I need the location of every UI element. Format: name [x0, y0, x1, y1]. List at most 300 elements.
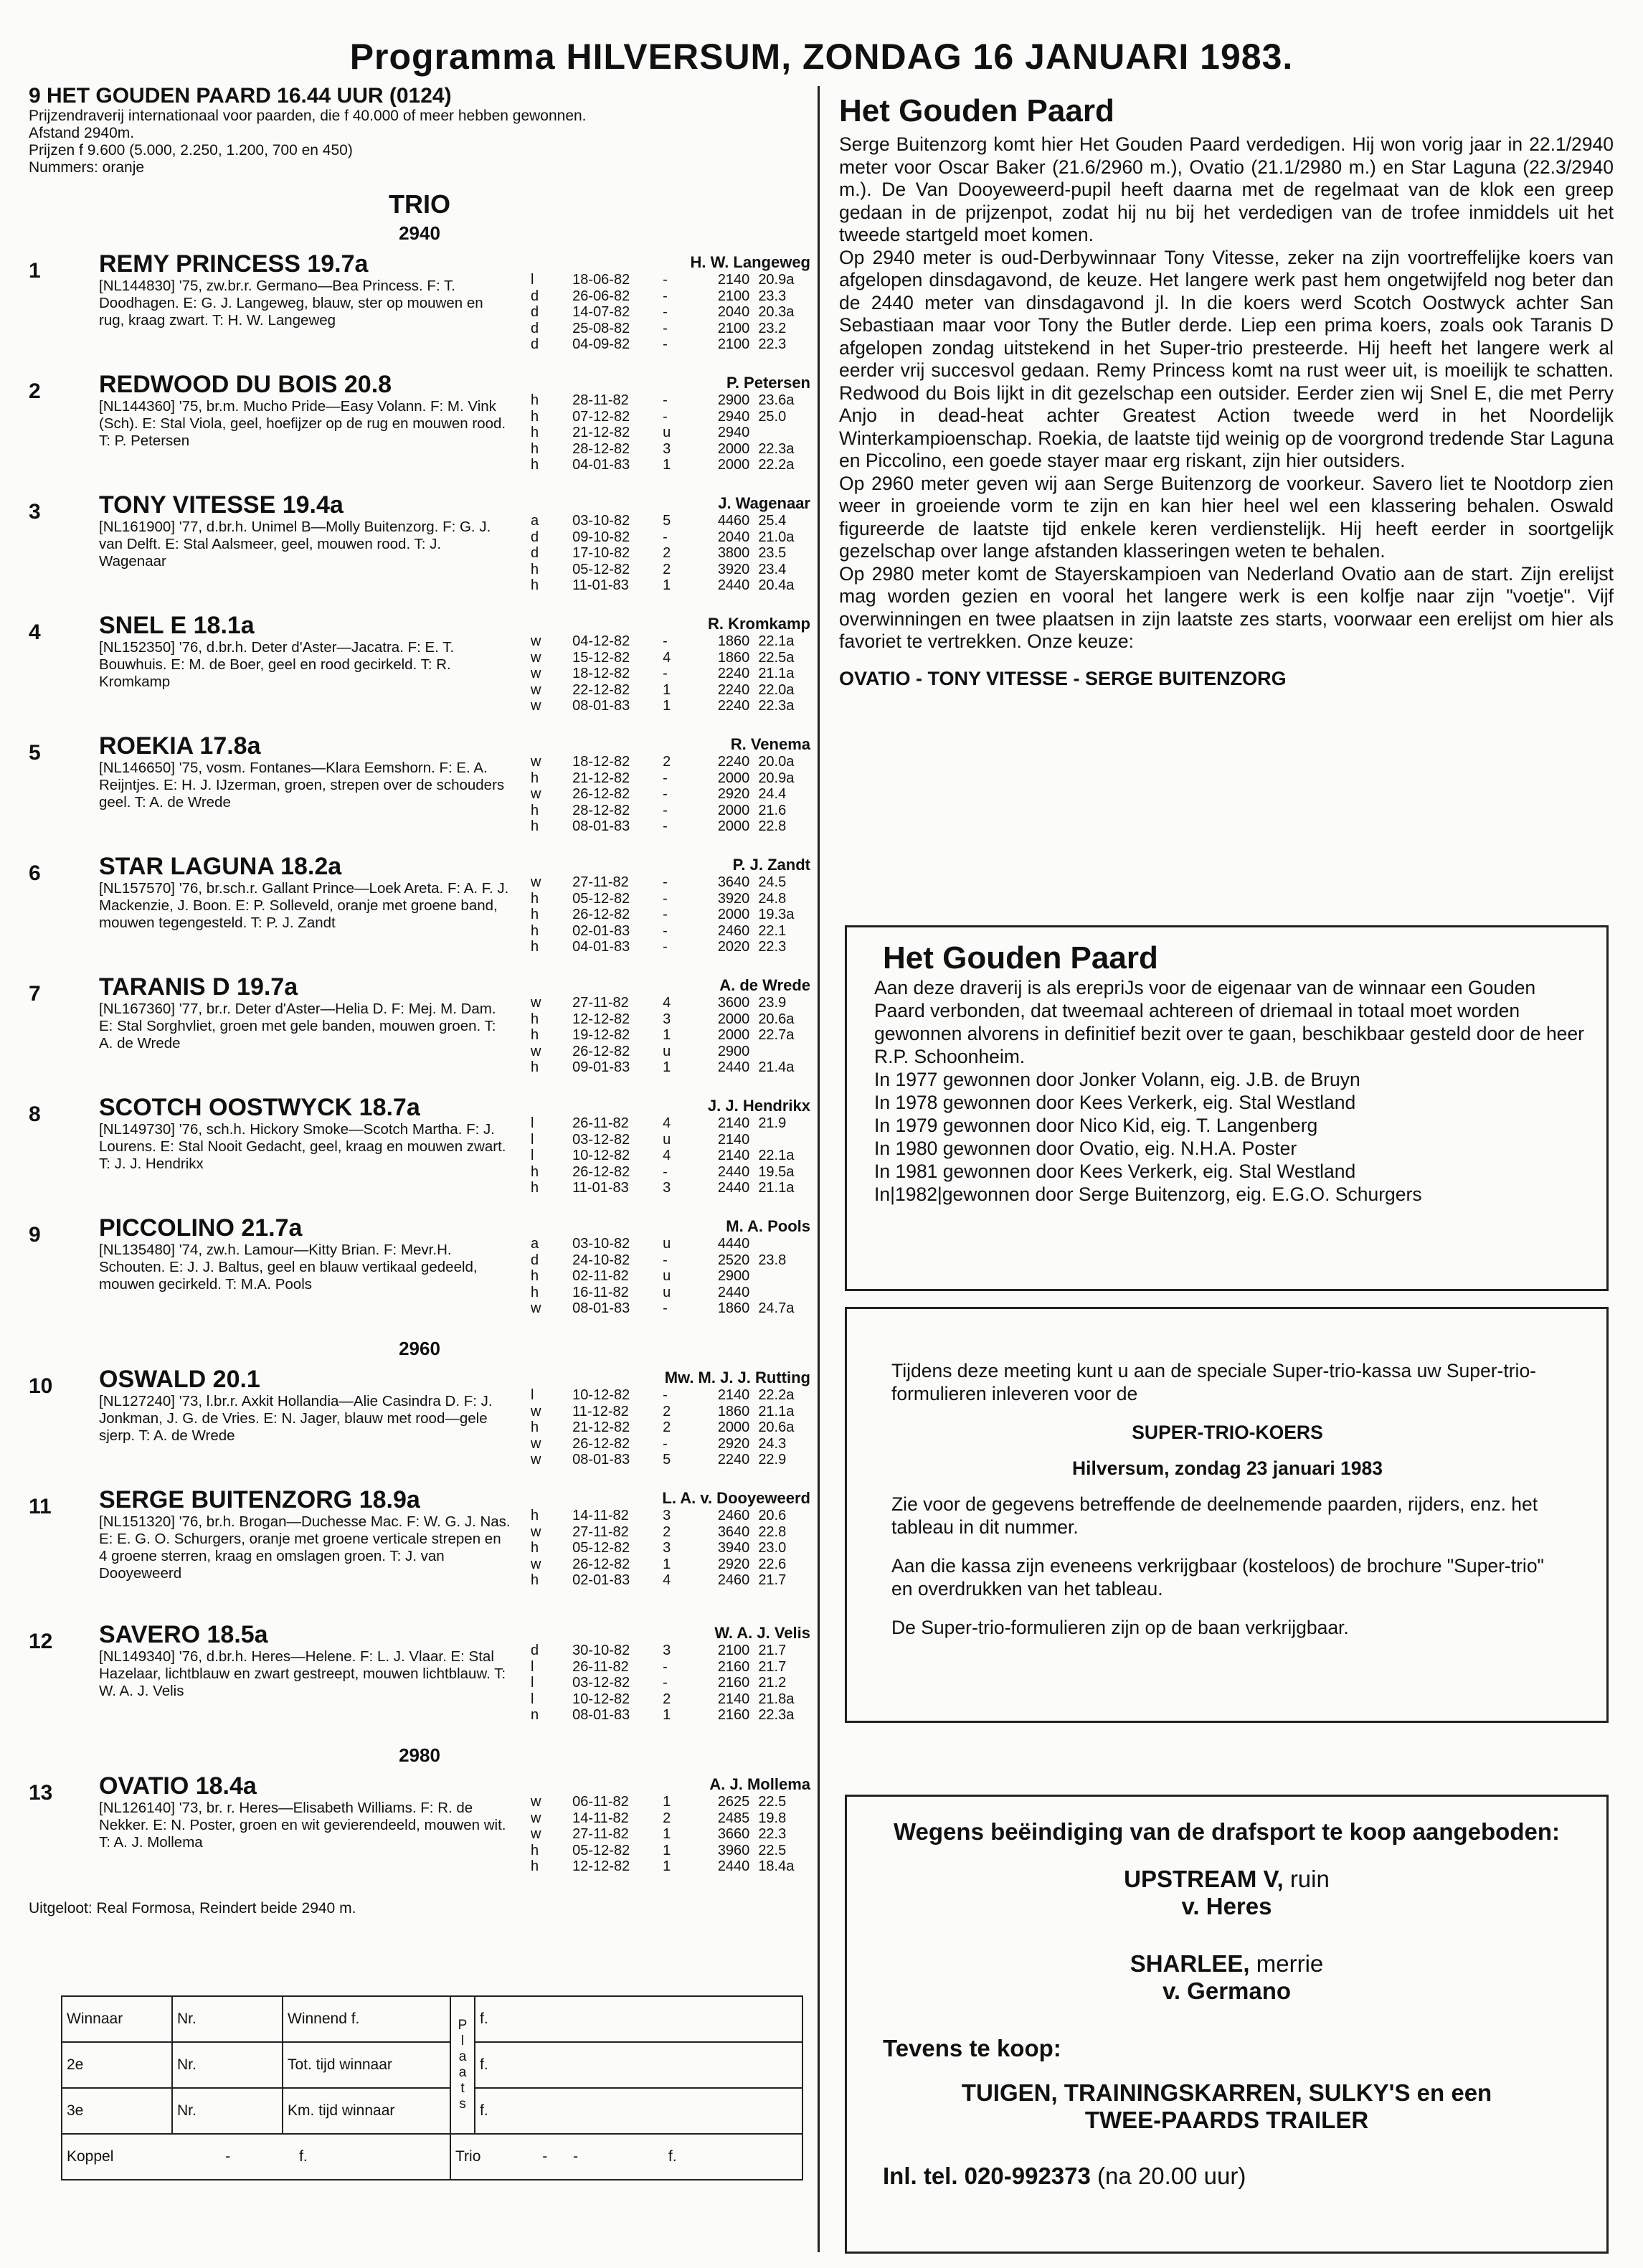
horse-name: OVATIO 18.4a [99, 1772, 257, 1800]
run-place: - [663, 272, 668, 288]
run-row [531, 923, 810, 940]
run-kmtime: 20.4a [758, 577, 795, 593]
race-program [29, 85, 810, 1917]
run-row [531, 1794, 810, 1810]
driver-name: Mw. M. J. J. Rutting [664, 1369, 810, 1386]
run-date: 26-11-82 [572, 1658, 629, 1675]
run-row [531, 577, 810, 594]
run-place: - [663, 786, 668, 802]
run-row [531, 1132, 810, 1148]
trophy-winners [874, 1068, 1589, 1206]
run-place: - [663, 408, 668, 425]
horse-name: REDWOOD DU BOIS 20.8 [99, 371, 392, 398]
horse-entry [29, 1772, 810, 1893]
run-date: 02-11-82 [572, 1268, 629, 1284]
run-place: 1 [663, 681, 671, 698]
run-kmtime: 22.3 [758, 336, 787, 352]
run-row [531, 288, 810, 305]
trophy-winner: In|1982|gewonnen door Serge Buitenzorg, eig. E.G.O. Schurgers [874, 1183, 1422, 1205]
entry-number: 12 [29, 1630, 53, 1653]
run-track: h [531, 1027, 539, 1043]
run-row [531, 1044, 810, 1060]
run-track: h [531, 1163, 539, 1180]
run-date: 11-01-83 [572, 1180, 629, 1196]
run-row [531, 907, 810, 923]
run-distance: 2460 [717, 1508, 750, 1523]
ad-horse-2-sire: v. Germano [1162, 1978, 1292, 2004]
article-title: Het Gouden Paard [839, 93, 1114, 128]
run-date: 26-11-82 [572, 1115, 629, 1131]
run-place: 2 [663, 754, 671, 770]
run-place: 2 [663, 1810, 671, 1826]
run-row [531, 1540, 810, 1556]
run-distance: 2160 [717, 1658, 750, 1675]
run-row [531, 1675, 810, 1691]
run-place: - [663, 1675, 668, 1691]
run-kmtime: 22.1a [758, 1148, 795, 1163]
run-distance: 2020 [717, 939, 750, 955]
run-date: 07-12-82 [572, 408, 630, 425]
run-kmtime: 23.9 [758, 995, 787, 1011]
run-distance: 2440 [717, 1858, 750, 1874]
run-distance: 2100 [717, 288, 750, 304]
run-row [531, 1419, 810, 1436]
run-place: 3 [663, 440, 671, 457]
entry-number: 5 [29, 741, 41, 765]
run-date: 28-12-82 [572, 802, 630, 818]
run-track: h [531, 408, 539, 425]
run-distance: 2140 [717, 1115, 750, 1131]
run-date: 25-08-82 [572, 320, 630, 336]
run-date: 16-11-82 [572, 1284, 629, 1300]
run-date: 27-11-82 [572, 1523, 629, 1540]
race-prizes: Prijzen f 9.600 (5.000, 2.250, 1.200, 700 en 450) [29, 142, 353, 159]
run-distance: 3640 [717, 874, 750, 890]
run-date: 26-12-82 [572, 786, 630, 802]
trophy-box [845, 925, 1609, 1291]
run-kmtime: 20.3a [758, 304, 795, 320]
run-distance: 2040 [717, 304, 750, 320]
run-date: 12-12-82 [572, 1858, 630, 1874]
run-row [531, 457, 810, 473]
run-row [531, 1285, 810, 1301]
run-place: 3 [663, 1508, 671, 1523]
run-place: 3 [663, 1643, 671, 1658]
recent-runs [531, 1794, 810, 1875]
run-track: l [531, 1675, 534, 1691]
run-kmtime [749, 1268, 810, 1285]
bet-label-nr: Nr. [172, 2042, 283, 2088]
recent-runs [531, 633, 810, 714]
run-row [531, 304, 810, 321]
run-kmtime: 23.6a [758, 392, 795, 408]
run-kmtime: 19.8 [758, 1810, 787, 1826]
run-date: 28-11-82 [572, 392, 629, 408]
run-date: 18-12-82 [572, 754, 630, 770]
run-place: 1 [663, 1858, 671, 1874]
run-place: - [663, 392, 668, 408]
run-track: d [531, 1252, 539, 1268]
run-date: 26-12-82 [572, 1435, 630, 1452]
bet-label-trio: Trio [455, 2148, 481, 2165]
run-track: d [531, 1643, 539, 1658]
recent-runs [531, 272, 810, 353]
ad-also: Tevens te koop: [883, 2035, 1061, 2061]
horse-description: [NL135480] '74, zw.h. Lamour—Kitty Brian. F: Mevr.H. Schouten. E: J. J. Baltus, geel en blauw vertikaal gedeeld, mouwen gecirkeld. T: M.A. Pools [99, 1242, 478, 1293]
trophy-winner: In 1981 gewonnen door Kees Verkerk, eig. Stal Westland [874, 1161, 1356, 1182]
run-distance: 1860 [717, 633, 750, 649]
run-kmtime: 21.0a [758, 529, 795, 545]
run-track: d [531, 288, 539, 304]
run-kmtime: 18.4a [758, 1858, 795, 1874]
run-track: d [531, 336, 539, 352]
run-date: 18-06-82 [572, 272, 630, 288]
run-distance: 2000 [717, 457, 750, 473]
run-date: 02-01-83 [572, 1572, 630, 1588]
run-row [531, 786, 810, 803]
run-row [531, 529, 810, 546]
run-place: - [663, 939, 668, 955]
ad-horse-2 [883, 1950, 1571, 1978]
run-distance: 2000 [717, 907, 750, 922]
run-kmtime: 21.7 [758, 1572, 787, 1588]
run-track: w [531, 649, 541, 666]
run-distance: 2240 [717, 1452, 750, 1468]
run-distance: 2100 [717, 1643, 750, 1658]
run-distance: 3660 [717, 1826, 750, 1842]
run-place: - [663, 818, 668, 834]
bet-label-f: f. [475, 2042, 802, 2088]
run-track: w [531, 1403, 541, 1419]
run-place: - [663, 874, 668, 890]
entry-number: 6 [29, 861, 41, 885]
run-date: 26-12-82 [572, 1556, 630, 1572]
run-kmtime: 22.6 [758, 1556, 787, 1572]
run-place: - [663, 907, 668, 922]
run-distance: 2000 [717, 770, 750, 786]
run-distance: 3640 [717, 1523, 750, 1540]
ad-horse-1-sire: v. Heres [1181, 1893, 1272, 1919]
run-track: w [531, 633, 541, 649]
run-date: 26-12-82 [572, 1043, 630, 1059]
run-date: 08-01-83 [572, 1300, 630, 1316]
run-track: h [531, 1284, 539, 1300]
run-row [531, 1252, 810, 1269]
bet-dash: - [542, 2148, 548, 2165]
run-distance: 2520 [717, 1252, 750, 1268]
run-track: d [531, 529, 539, 545]
run-track: h [531, 1419, 539, 1435]
run-date: 05-12-82 [572, 561, 630, 577]
run-place: - [663, 1163, 668, 1180]
run-kmtime: 21.1a [758, 666, 795, 681]
run-distance: 2000 [717, 1027, 750, 1043]
run-kmtime: 21.7 [758, 1658, 787, 1675]
distance-heading: 2960 [399, 1338, 440, 1359]
horse-entry [29, 491, 810, 612]
article-paragraph: Op 2960 meter geven wij aan Serge Buitenzorg de voorkeur. Savero liet te Nootdorp zien weer in groeiende vorm te zijn en kan hier heel wel een klassering behalen. Oswald figureerde de laatste tijd enkele keren verdienstelijk. Hij heeft eerder in soortgelijk gezelschap over lange afstanden klasseringen weten te behalen. [839, 472, 1614, 562]
run-row [531, 1643, 810, 1659]
horse-name: SAVERO 18.5a [99, 1621, 268, 1648]
run-kmtime: 22.2a [758, 1387, 795, 1403]
run-kmtime: 22.1 [758, 922, 787, 939]
run-place: 1 [663, 457, 671, 473]
run-place: - [663, 529, 668, 545]
entry-number: 11 [29, 1495, 52, 1518]
run-distance: 2920 [717, 1435, 750, 1452]
run-kmtime: 22.3a [758, 698, 795, 714]
bet-label-second: 2e [62, 2042, 172, 2088]
run-track: d [531, 304, 539, 320]
run-kmtime: 22.9 [758, 1452, 787, 1468]
run-date: 03-12-82 [572, 1131, 630, 1148]
horse-entry [29, 1366, 810, 1486]
run-kmtime: 22.5 [758, 1794, 787, 1810]
horse-name: SERGE BUITENZORG 18.9a [99, 1486, 420, 1513]
run-distance: 2440 [717, 1163, 750, 1180]
run-date: 04-09-82 [572, 336, 630, 352]
horse-entry [29, 973, 810, 1094]
run-row [531, 1180, 810, 1196]
run-row [531, 1236, 810, 1252]
horse-entry [29, 1094, 810, 1214]
run-place: - [663, 633, 668, 649]
entry-number: 8 [29, 1102, 41, 1126]
run-track: h [531, 1858, 539, 1874]
run-distance: 2900 [717, 1043, 750, 1059]
run-distance: 2625 [717, 1794, 750, 1810]
run-place: u [663, 1236, 671, 1252]
run-row [531, 874, 810, 891]
run-kmtime: 21.8a [758, 1691, 795, 1707]
trophy-winner: In 1977 gewonnen door Jonker Volann, eig. J.B. de Bruyn [874, 1069, 1360, 1090]
run-distance: 2920 [717, 786, 750, 802]
run-kmtime: 21.1a [758, 1180, 795, 1196]
run-track: h [531, 939, 539, 955]
supertrio-date: Hilversum, zondag 23 januari 1983 [1071, 1457, 1383, 1479]
run-distance: 1860 [717, 1300, 750, 1316]
horse-description: [NL149730] '76, sch.h. Hickory Smoke—Scotch Martha. F: J. Lourens. E: Stal Nooit Gedacht, geel, kraag en mouwen zwart. T: J. J. Hendrikx [99, 1121, 506, 1172]
run-date: 24-10-82 [572, 1252, 630, 1268]
run-track: h [531, 1842, 539, 1858]
entry-groups [29, 222, 810, 1893]
run-track: w [531, 1523, 541, 1540]
ad-phone: Inl. tel. 020-992373 [883, 2163, 1091, 2189]
run-distance: 2000 [717, 1011, 750, 1027]
run-kmtime: 22.8 [758, 1523, 787, 1540]
horse-name: TARANIS D 19.7a [99, 973, 298, 1001]
recent-runs [531, 1643, 810, 1724]
run-date: 04-01-83 [572, 939, 630, 955]
driver-name: J. Wagenaar [718, 494, 810, 512]
run-date: 05-12-82 [572, 1842, 630, 1858]
run-kmtime: 19.3a [758, 907, 795, 922]
run-kmtime: 22.3a [758, 440, 795, 457]
run-row [531, 1843, 810, 1859]
run-row [531, 1858, 810, 1875]
run-date: 26-06-82 [572, 288, 630, 304]
horse-name: OSWALD 20.1 [99, 1366, 260, 1393]
bet-label-winnend: Winnend f. [283, 1996, 450, 2042]
run-distance: 2000 [717, 802, 750, 818]
run-distance: 2140 [717, 1691, 750, 1707]
horse-description: [NL152350] '76, d.br.h. Deter d'Aster—Jacatra. F: E. T. Bouwhuis. E: M. de Boer, geel en rood gecirkeld. T: R. Kromkamp [99, 639, 455, 690]
run-track: a [531, 513, 539, 529]
run-distance: 2140 [717, 1148, 750, 1163]
run-date: 27-11-82 [572, 1826, 629, 1842]
run-place: 1 [663, 1707, 671, 1723]
run-distance: 2140 [717, 1387, 750, 1403]
horse-entry [29, 853, 810, 973]
run-date: 18-12-82 [572, 666, 630, 681]
run-date: 10-12-82 [572, 1691, 630, 1707]
run-row [531, 803, 810, 819]
run-kmtime [749, 425, 810, 441]
bet-label-nr: Nr. [172, 2088, 283, 2134]
horse-name: PICCOLINO 21.7a [99, 1214, 303, 1242]
run-distance: 2485 [717, 1810, 750, 1826]
run-kmtime: 21.2 [758, 1675, 787, 1691]
horse-name: SCOTCH OOSTWYCK 18.7a [99, 1094, 420, 1121]
run-place: 2 [663, 1691, 671, 1707]
run-distance: 2140 [717, 272, 750, 288]
run-track: l [531, 1148, 534, 1163]
run-kmtime: 20.6a [758, 1419, 795, 1435]
bet-label-f: f. [475, 1996, 802, 2042]
run-row [531, 698, 810, 714]
run-track: a [531, 1236, 539, 1252]
run-date: 17-10-82 [572, 545, 630, 561]
run-row [531, 1826, 810, 1843]
run-track: w [531, 786, 541, 802]
bet-dash: - [225, 2148, 231, 2165]
run-track: l [531, 1387, 534, 1403]
run-track: w [531, 874, 541, 890]
run-distance: 3960 [717, 1842, 750, 1858]
run-place: 4 [663, 1148, 671, 1163]
horse-entry [29, 1214, 810, 1335]
run-track: d [531, 545, 539, 561]
page-title: Programma HILVERSUM, ZONDAG 16 JANUARI 1983. [349, 37, 1294, 77]
run-track: w [531, 1043, 541, 1059]
run-row [531, 995, 810, 1011]
run-row [531, 939, 810, 955]
horse-name: STAR LAGUNA 18.2a [99, 853, 342, 880]
run-place: - [663, 304, 668, 320]
run-row [531, 650, 810, 666]
run-kmtime [749, 1236, 810, 1252]
bet-label-f: f. [668, 2148, 677, 2165]
run-place: 1 [663, 1059, 671, 1075]
run-distance: 2100 [717, 320, 750, 336]
run-distance: 2440 [717, 1059, 750, 1075]
race-heading: 9 HET GOUDEN PAARD 16.44 UUR (0124) [29, 84, 452, 108]
run-kmtime: 22.1a [758, 633, 795, 649]
horse-description: [NL167360] '77, br.r. Deter d'Aster—Helia D. F: Mej. M. Dam. E: Stal Sorghvliet, groen met gele banden, mouwen groen. T: A. de Wrede [99, 1001, 496, 1052]
run-row [531, 1027, 810, 1044]
run-row [531, 1810, 810, 1827]
run-date: 08-01-83 [572, 818, 630, 834]
driver-name: A. J. Mollema [709, 1775, 810, 1793]
run-kmtime: 22.3 [758, 939, 787, 955]
run-track: h [531, 1572, 539, 1588]
run-row [531, 754, 810, 770]
run-distance: 2240 [717, 698, 750, 714]
run-date: 05-12-82 [572, 1540, 630, 1556]
run-kmtime: 23.2 [758, 320, 787, 336]
run-kmtime: 21.9 [758, 1115, 787, 1131]
run-date: 05-12-82 [572, 890, 630, 907]
run-kmtime [749, 1132, 810, 1148]
run-distance: 2440 [717, 1180, 750, 1196]
run-place: 2 [663, 545, 671, 561]
run-row [531, 1115, 810, 1132]
run-kmtime: 25.0 [758, 408, 787, 425]
run-track: h [531, 1268, 539, 1284]
run-kmtime: 22.8 [758, 818, 787, 834]
run-kmtime: 24.4 [758, 786, 787, 802]
run-kmtime: 24.5 [758, 874, 787, 890]
recent-runs [531, 874, 810, 955]
sale-ad-box [845, 1795, 1609, 2254]
run-kmtime: 23.8 [758, 1252, 787, 1268]
bet-dash: - [573, 2148, 579, 2165]
run-kmtime: 24.3 [758, 1435, 787, 1452]
run-date: 14-07-82 [572, 304, 630, 320]
run-row [531, 441, 810, 458]
run-distance: 2900 [717, 392, 750, 408]
run-kmtime: 22.7a [758, 1027, 795, 1043]
run-place: 1 [663, 1842, 671, 1858]
column-divider [818, 86, 820, 2252]
run-distance: 3920 [717, 890, 750, 907]
recent-runs [531, 513, 810, 594]
run-track: h [531, 1180, 539, 1196]
horse-description: [NL161900] '77, d.br.h. Unimel B—Molly Buitenzorg. F: G. J. van Delft. E: Stal Aalsmeer, geel, mouwen rood. T: J. Wagenaar [99, 519, 491, 570]
driver-name: P. J. Zandt [732, 856, 810, 874]
supertrio-box [845, 1307, 1609, 1723]
bet-label-koppel: Koppel [67, 2148, 114, 2165]
driver-name: M. A. Pools [726, 1217, 810, 1235]
horse-name: TONY VITESSE 19.4a [99, 491, 344, 519]
run-place: 3 [663, 1180, 671, 1196]
entry-number: 7 [29, 982, 41, 1006]
bet-label-f: f. [475, 2088, 802, 2134]
run-place: 1 [663, 1027, 671, 1043]
entry-number: 2 [29, 379, 41, 403]
run-distance: 2140 [717, 1131, 750, 1148]
bet-koppel-row [62, 2134, 450, 2180]
run-row [531, 1148, 810, 1164]
run-distance: 2240 [717, 754, 750, 770]
run-kmtime: 22.5 [758, 1842, 787, 1858]
horse-description: [NL149340] '76, d.br.h. Heres—Helene. F: L. J. Vlaar. E: Stal Hazelaar, lichtblauw en zwart gestreept, mouwen lichtblauw. T: W. A. J. Velis [99, 1648, 506, 1699]
article-body [839, 133, 1614, 653]
run-track: h [531, 1011, 539, 1027]
run-row [531, 1508, 810, 1524]
run-date: 06-11-82 [572, 1794, 629, 1810]
run-place: 2 [663, 1403, 671, 1419]
run-distance: 2000 [717, 818, 750, 834]
recent-runs [531, 392, 810, 473]
run-kmtime: 20.9a [758, 770, 795, 786]
run-track: w [531, 681, 541, 698]
run-track: w [531, 995, 541, 1011]
supertrio-intro: Tijdens deze meeting kunt u aan de speciale Super-trio-kassa uw Super-trio-formulieren inleveren voor de [891, 1360, 1537, 1404]
run-place: 4 [663, 1572, 671, 1588]
trophy-title: Het Gouden Paard [883, 940, 1158, 975]
run-place: 2 [663, 1523, 671, 1540]
